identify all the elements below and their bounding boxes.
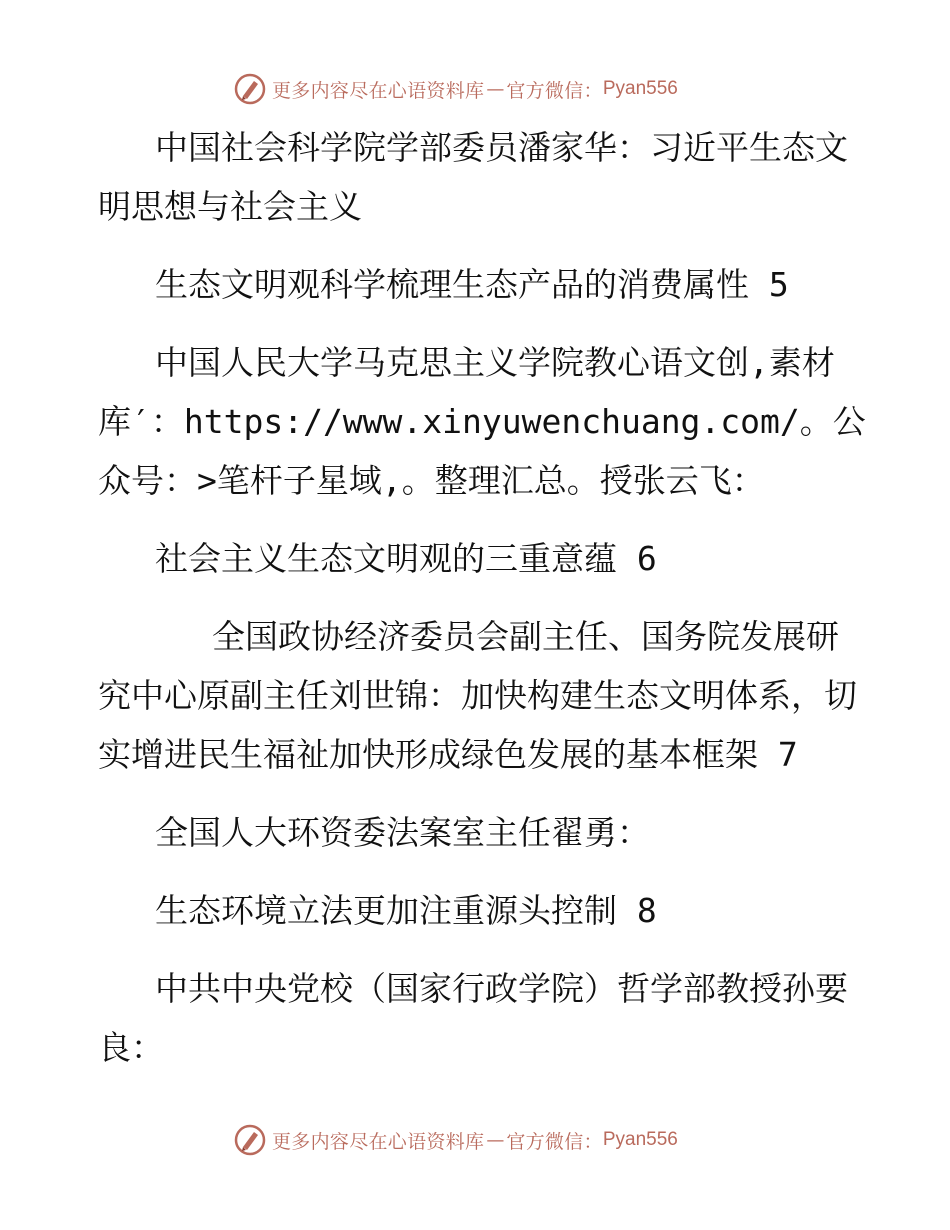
paragraph: 全国人大环资委法案室主任翟勇：	[155, 813, 650, 852]
watermark-text: 更多内容尽在心语资料库	[272, 79, 485, 102]
paragraph: 中国社会科学院学部委员潘家华：习近平生态文明思想与社会主义	[98, 128, 848, 226]
watermark-text: 更多内容尽在心语资料库	[272, 1130, 485, 1153]
paragraph: 中国人民大学马克思主义学院教心语文创,素材库′：https://www.xinyuwenchuang.com/。公众号：>笔杆子星域,。整理汇总。授张云飞：	[98, 343, 866, 500]
pen-logo-icon	[234, 73, 266, 105]
paragraph: 生态文明观科学梳理生态产品的消费属性 5	[155, 265, 789, 304]
pen-logo-icon	[234, 1124, 266, 1156]
paragraph: 全国政协经济委员会副主任、国务院发展研究中心原副主任刘世锦：加快构建生态文明体系，切实增进民生福祉加快形成绿色发展的基本框架 7	[98, 617, 857, 774]
watermark-footer	[234, 1123, 678, 1157]
watermark-id: Pyan556	[602, 1129, 678, 1150]
document-body	[98, 118, 868, 1096]
watermark-separator: —	[486, 1129, 505, 1151]
watermark-label: 官方微信：	[506, 79, 603, 102]
paragraph: 生态环境立法更加注重源头控制 8	[155, 891, 657, 930]
watermark-separator: —	[486, 78, 505, 100]
watermark-id: Pyan556	[602, 78, 678, 99]
watermark-label: 官方微信：	[506, 1130, 603, 1153]
paragraph: 中共中央党校（国家行政学院）哲学部教授孙要良：	[98, 969, 848, 1067]
watermark-header	[234, 72, 678, 106]
paragraph: 社会主义生态文明观的三重意蕴 6	[155, 539, 657, 578]
